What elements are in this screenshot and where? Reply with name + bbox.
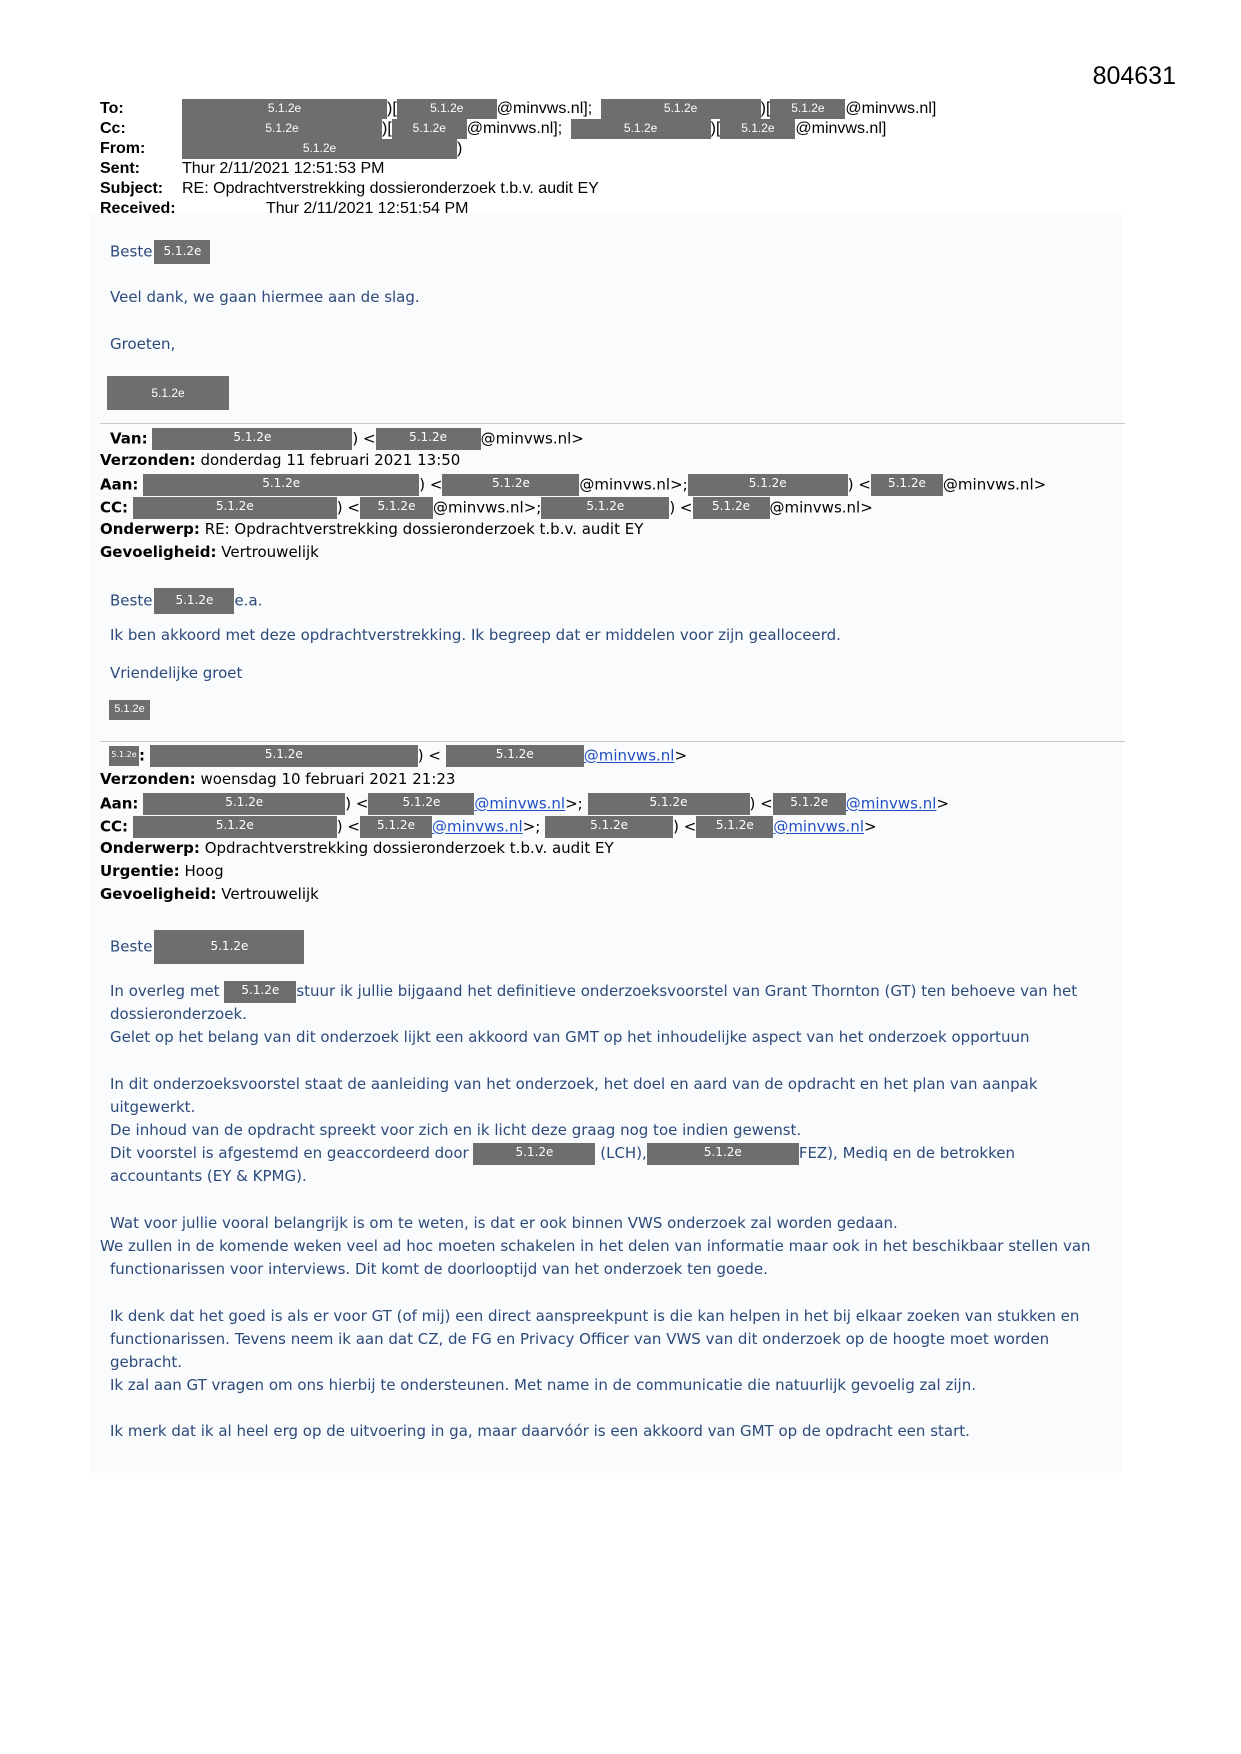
cc-recipients: 5.1.2e )[ 5.1.2e @minvws.nl]; 5.1.2e )[ 5.1.2e @minvws.nl]: [182, 119, 886, 139]
redaction-box: 5.1.2e: [182, 119, 382, 139]
msg3-paragraph-4: Ik denk dat het goed is als er voor GT (of mij) een direct aanspreekpunt is die kan helpen in het bij elkaar zoeken van stukken en functionarissen. Tevens neem ik aan dat CZ, de FG en Privacy Officer van VWS van dit onderzoek op de hoogte moet worden gebracht. Ik zal aan GT vragen om ons hierbij te ondersteunen. Met name in de communicatie die natuurlijk gevoelig zal zijn.: [110, 1307, 1080, 1394]
redaction-box: 5.1.2e: [143, 793, 345, 815]
redaction-box: 5.1.2e: [154, 240, 210, 264]
msg1-closing: Groeten,: [110, 335, 176, 353]
redaction-box: 5.1.2e: [224, 981, 296, 1003]
redaction-box: 5.1.2e: [647, 1143, 799, 1165]
msg2-gevoeligheid-line: Gevoeligheid: Vertrouwelijk: [100, 543, 319, 561]
redaction-box: 5.1.2e: [154, 588, 234, 614]
document-number: 804631: [1092, 62, 1176, 90]
msg3-paragraph-1: In overleg met 5.1.2e stuur ik jullie bijgaand het definitieve onderzoeksvoorstel van Grant Thornton (GT) ten behoeve van het dossieronderzoek. Gelet op het belang van dit onderzoek lijkt een akkoord van GMT op het inhoudelijke aspect van het onderzoek opportuun: [110, 982, 1078, 1046]
msg1-signature: [107, 376, 229, 410]
msg3-gevoeligheid-line: Gevoeligheid: Vertrouwelijk: [100, 885, 319, 903]
redaction-box: 5.1.2e: [368, 793, 474, 815]
msg2-van-line: Van: 5.1.2e ) < 5.1.2e @minvws.nl>: [110, 428, 584, 450]
redaction-box: 5.1.2e: [150, 745, 418, 767]
redaction-box: 5.1.2e: [392, 119, 467, 139]
redaction-box: 5.1.2e: [588, 793, 750, 815]
redaction-box: 5.1.2e: [446, 745, 584, 767]
redaction-box: 5.1.2e: [601, 99, 761, 119]
redaction-box: 5.1.2e: [541, 497, 669, 519]
msg3-aan-line: Aan: 5.1.2e ) < 5.1.2e @minvws.nl>; 5.1.2e ) < 5.1.2e @minvws.nl>: [100, 793, 949, 815]
msg3-paragraph-2: In dit onderzoeksvoorstel staat de aanleiding van het onderzoek, het doel en aard van de opdracht en het plan van aanpak uitgewerkt. De inhoud van de opdracht spreekt voor zich en ik licht deze graag nog toe indien gewenst. Dit voorstel is afgestemd en geaccordeerd door 5.1.2e (LCH), 5.1.2e FEZ), Mediq en de betrokken accountants (EY & KPMG).: [110, 1075, 1038, 1185]
redaction-box: 5.1.2e: [688, 474, 848, 496]
from-sender: 5.1.2e ): [182, 139, 462, 159]
msg2-cc-line: CC: 5.1.2e ) < 5.1.2e @minvws.nl>; 5.1.2e ) < 5.1.2e @minvws.nl>: [100, 497, 873, 519]
subject-label: Subject:: [100, 180, 164, 197]
msg2-greeting: Beste 5.1.2e e.a.: [110, 588, 262, 614]
msg3-verzonden-line: Verzonden: woensdag 10 februari 2021 21:23: [100, 770, 456, 788]
redaction-box: 5.1.2e: [376, 428, 481, 450]
cc-label: Cc:: [100, 120, 126, 137]
msg2-signature: [109, 700, 150, 720]
redaction-box: 5.1.2e: [473, 1143, 595, 1165]
to-label: To:: [100, 100, 124, 117]
redaction-box: 5.1.2e: [107, 376, 229, 410]
msg1-greeting: Beste 5.1.2e: [110, 240, 210, 264]
msg3-paragraph-5: Ik merk dat ik al heel erg op de uitvoering in ga, maar daarvóór is een akkoord van GMT op de opdracht een start.: [110, 1422, 970, 1440]
separator-line: [100, 423, 1125, 424]
msg2-closing: Vriendelijke groet: [110, 664, 243, 682]
redaction-box: 5.1.2e: [360, 497, 433, 519]
separator-line: [100, 741, 1125, 742]
redaction-box: 5.1.2e: [154, 930, 304, 964]
redaction-box: 5.1.2e: [442, 474, 579, 496]
redaction-box: 5.1.2e: [693, 497, 770, 519]
redaction-box: 5.1.2e: [143, 474, 419, 496]
msg2-line1: Ik ben akkoord met deze opdrachtverstrekking. Ik begreep dat er middelen voor zijn gealloceerd.: [110, 626, 841, 644]
sent-label: Sent:: [100, 160, 140, 177]
redaction-box: 5.1.2e: [545, 816, 673, 838]
msg3-van-line: 5.1.2e : 5.1.2e ) < 5.1.2e @minvws.nl>: [109, 745, 687, 767]
msg2-onderwerp-line: Onderwerp: RE: Opdrachtverstrekking dossieronderzoek t.b.v. audit EY: [100, 520, 644, 538]
received-value: Thur 2/11/2021 12:51:54 PM: [266, 200, 469, 217]
redaction-box: 5.1.2e: [720, 119, 795, 139]
redaction-box: 5.1.2e: [773, 793, 846, 815]
msg2-aan-line: Aan: 5.1.2e ) < 5.1.2e @minvws.nl>; 5.1.2e ) < 5.1.2e @minvws.nl>: [100, 474, 1046, 496]
msg3-cc-line: CC: 5.1.2e ) < 5.1.2e @minvws.nl>; 5.1.2e ) < 5.1.2e @minvws.nl>: [100, 816, 877, 838]
received-label: Received:: [100, 200, 176, 217]
subject-value: RE: Opdrachtverstrekking dossieronderzoek t.b.v. audit EY: [182, 180, 599, 197]
to-recipients: 5.1.2e )[ 5.1.2e @minvws.nl]; 5.1.2e )[ 5.1.2e @minvws.nl]: [182, 99, 936, 119]
redaction-box: 5.1.2e: [109, 746, 139, 766]
redaction-box: 5.1.2e: [182, 99, 387, 119]
redaction-box: 5.1.2e: [397, 99, 497, 119]
sent-value: Thur 2/11/2021 12:51:53 PM: [182, 160, 385, 177]
redaction-box: 5.1.2e: [152, 428, 352, 450]
redaction-box: 5.1.2e: [571, 119, 711, 139]
msg3-greeting: Beste 5.1.2e: [110, 930, 304, 964]
redaction-box: 5.1.2e: [109, 700, 150, 720]
redaction-box: 5.1.2e: [696, 816, 773, 838]
redaction-box: 5.1.2e: [133, 497, 337, 519]
msg3-onderwerp-line: Onderwerp: Opdrachtverstrekking dossieronderzoek t.b.v. audit EY: [100, 839, 614, 857]
redaction-box: 5.1.2e: [133, 816, 337, 838]
msg3-urgentie-line: Urgentie: Hoog: [100, 862, 224, 880]
redaction-box: 5.1.2e: [770, 99, 845, 119]
msg3-paragraph-3: Wat voor jullie vooral belangrijk is om te weten, is dat er ook binnen VWS onderzoek zal worden gedaan. We zullen in de komende weken veel ad hoc moeten schakelen in het delen van informatie maar ook in het beschikbaar stellen van functionarissen voor interviews. Dit komt de doorlooptijd van het onderzoek ten goede.: [100, 1214, 1091, 1278]
redaction-box: 5.1.2e: [360, 816, 432, 838]
redaction-box: 5.1.2e: [182, 139, 457, 159]
redaction-box: 5.1.2e: [871, 474, 943, 496]
msg1-line1: Veel dank, we gaan hiermee aan de slag.: [110, 288, 420, 306]
msg2-verzonden-line: Verzonden: donderdag 11 februari 2021 13:50: [100, 451, 461, 469]
from-label: From:: [100, 140, 146, 157]
